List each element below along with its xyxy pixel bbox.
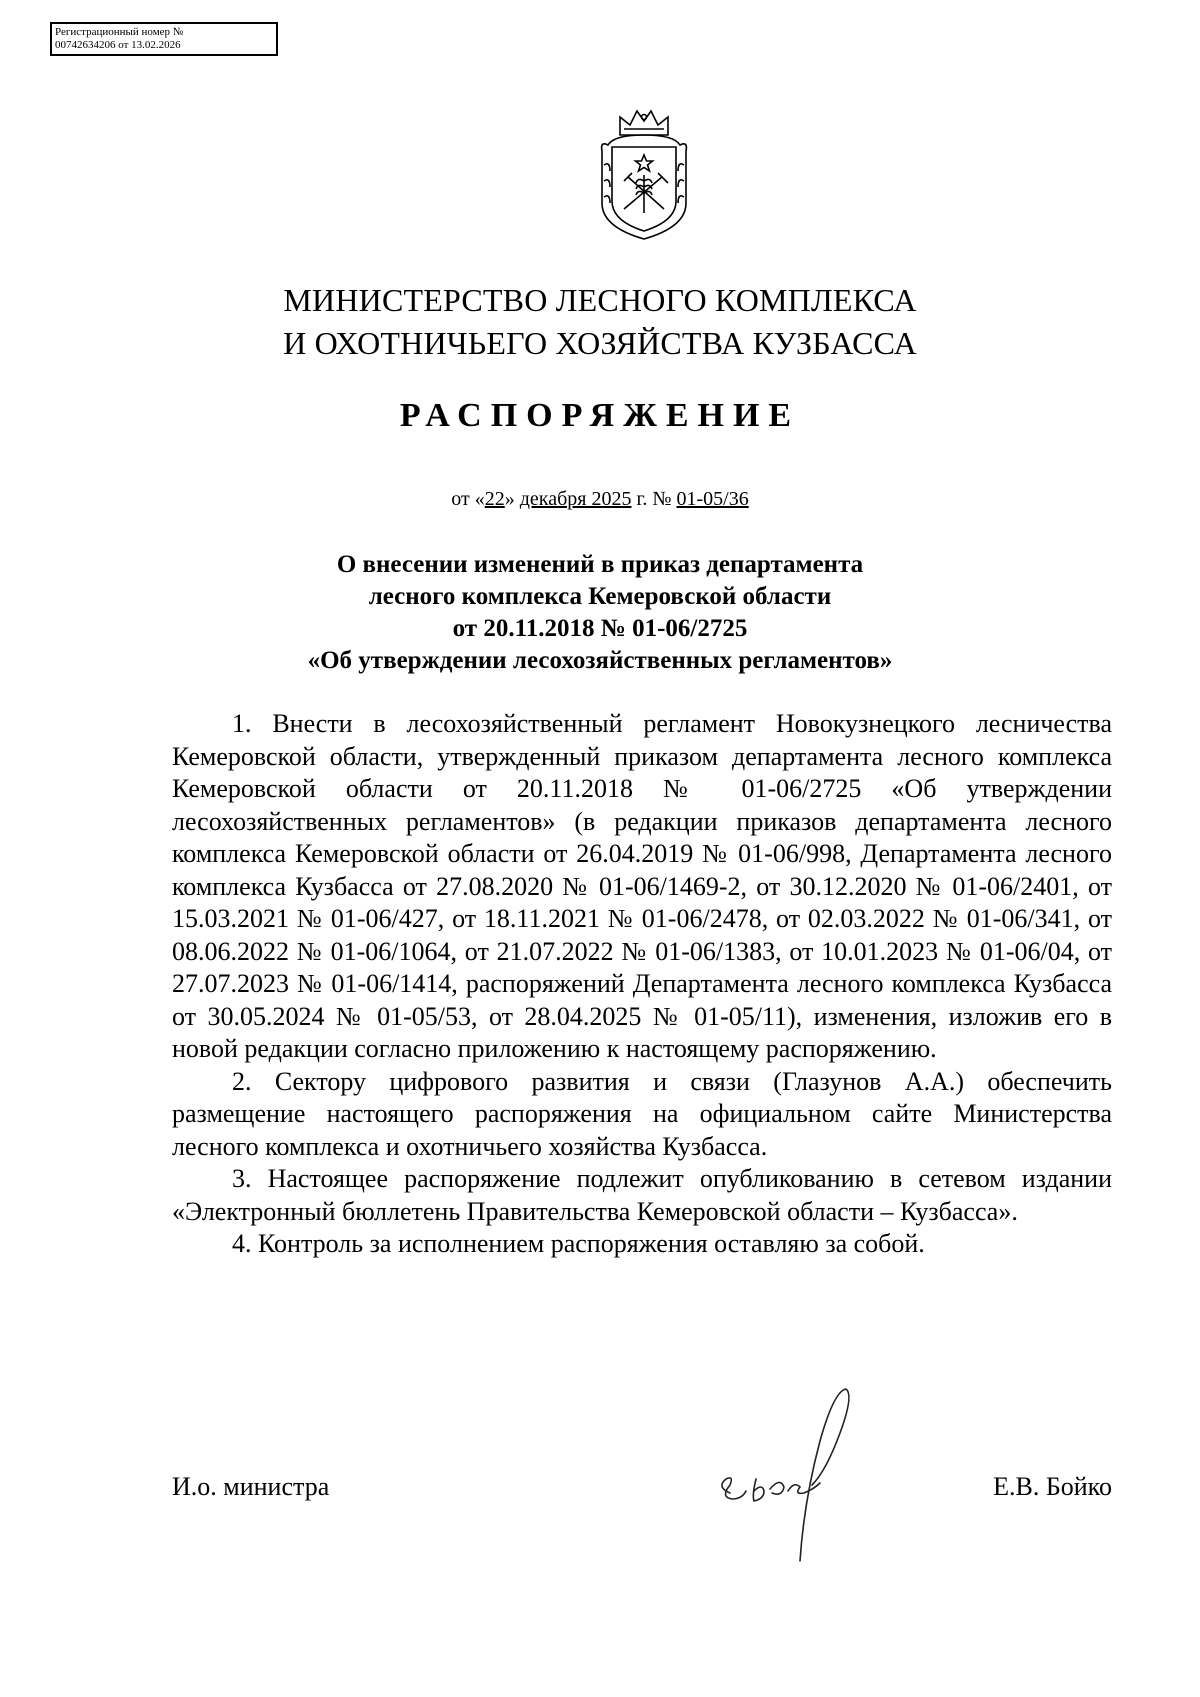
- body-paragraph-1: 1. Внести в лесохозяйственный регламент Новокузнецкого лесничества Кемеровской области, утвержденный приказом департамента лесного комплекса Кемеровской области от 20.11.2018 № 01-06/2725 «Об утверждении лесохозяйственных регламентов» (в редакции приказов департамента лесного комплекса Кемеровской области от 26.04.2019 № 01-06/998, Департамента лесного комплекса Кузбасса от 27.08.2020 № 01-06/1469-2, от 30.12.2020 № 01-06/2401, от 15.03.2021 № 01-06/427, от 18.11.2021 № 01-06/2478, от 02.03.2022 № 01-06/341, от 08.06.2022 № 01-06/1064, от 21.07.2022 № 01-06/1383, от 10.01.2023 № 01-06/04, от 27.07.2023 № 01-06/1414, распоряжений Департамента лесного комплекса Кузбасса от 30.05.2024 № 01-05/53, от 28.04.2025 № 01-05/11), изменения, изложив его в новой редакции согласно приложению к настоящему распоряжению.: [172, 709, 1112, 1063]
- document-subject: [0, 549, 1200, 677]
- subject-line1: О внесении изменений в приказ департамента: [336, 551, 864, 578]
- date-prefix: от «: [451, 488, 485, 510]
- registration-stamp-line2: 00742634206 от 13.02.2026: [55, 39, 181, 51]
- document-number: 01-05/36: [676, 488, 749, 510]
- ministry-name: [0, 279, 1200, 365]
- body-paragraph-2: 2. Сектору цифрового развития и связи (Глазунов А.А.) обеспечить размещение настоящего распоряжения на официальном сайте Министерства лесного комплекса и охотничьего хозяйства Кузбасса.: [172, 1066, 1112, 1161]
- document-body: [172, 708, 1112, 1261]
- date-suffix: г. №: [631, 488, 677, 510]
- subject-line3: от 20.11.2018 № 01-06/2725: [452, 615, 748, 642]
- registration-stamp-line1: Регистрационный номер №: [55, 26, 184, 38]
- date-mid: »: [504, 488, 520, 510]
- subject-line2: лесного комплекса Кемеровской области: [368, 583, 832, 610]
- signatory-position: И.о. министра: [172, 1472, 330, 1501]
- body-paragraph-4: 4. Контроль за исполнением распоряжения оставляю за собой.: [232, 1229, 925, 1258]
- ministry-name-line2: И ОХОТНИЧЬЕГО ХОЗЯЙСТВА КУЗБАССА: [283, 325, 917, 361]
- registration-stamp: [50, 22, 278, 56]
- kuzbass-coat-of-arms-icon: [590, 105, 698, 243]
- document-type-title: РАСПОРЯЖЕНИЕ: [399, 397, 801, 434]
- date-day: 22: [484, 488, 505, 510]
- body-paragraph-3: 3. Настоящее распоряжение подлежит опубликованию в сетевом издании «Электронный бюллетень Правительства Кемеровской области – Кузбасса».: [172, 1164, 1112, 1226]
- ministry-name-line1: МИНИСТЕРСТВО ЛЕСНОГО КОМПЛЕКСА: [283, 282, 917, 318]
- handwritten-signature-icon: [700, 1375, 910, 1585]
- subject-line4: «Об утверждении лесохозяйственных регламентов»: [307, 647, 893, 674]
- date-month-year: декабря 2025: [519, 488, 632, 510]
- document-date-line: [0, 488, 1200, 511]
- signatory-name: Е.В. Бойко: [993, 1472, 1112, 1501]
